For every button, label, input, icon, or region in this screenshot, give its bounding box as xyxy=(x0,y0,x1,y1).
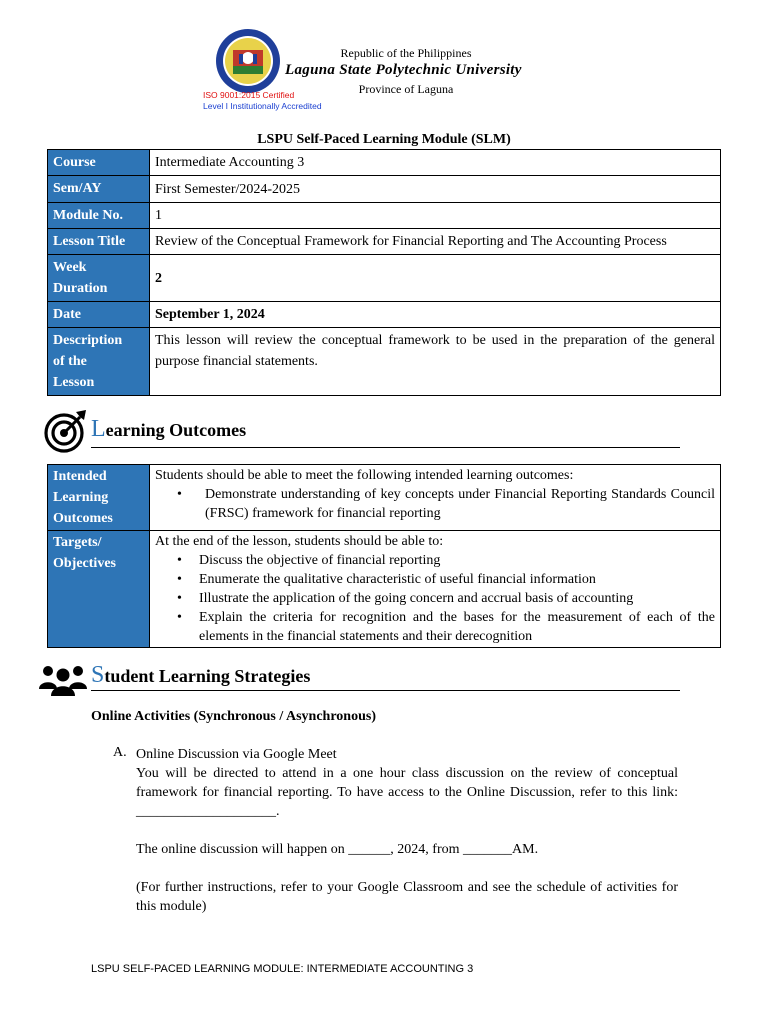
list-item: • Illustrate the application of the going concern and accrual basis of accounting xyxy=(155,589,715,608)
title-capital: L xyxy=(91,416,106,442)
objectives-list xyxy=(155,551,715,646)
university-name: Laguna State Polytechnic University xyxy=(285,62,522,78)
page-footer: LSPU SELF-PACED LEARNING MODULE: INTERMEDIATE ACCOUNTING 3 xyxy=(91,963,474,975)
date-value: September 1, 2024 xyxy=(150,302,721,328)
description-value: This lesson will review the conceptual framework to be used in the preparation of the general purpose financial statements. xyxy=(150,328,721,396)
objectives-label-line: Targets/ xyxy=(53,535,102,550)
learning-outcomes-title xyxy=(91,416,246,443)
republic-line: Republic of the Philippines xyxy=(340,46,472,60)
item-note: (For further instructions, refer to your Google Classroom and see the schedule of activities for this module) xyxy=(136,880,678,914)
iso-certification: ISO 9001:2015 Certified xyxy=(203,90,295,100)
ilo-content xyxy=(150,465,721,531)
section-underline xyxy=(91,447,680,448)
online-activities-heading: Online Activities (Synchronous / Asynchronous) xyxy=(91,709,376,724)
description-label xyxy=(48,328,150,396)
accreditation-level: Level I Institutionally Accredited xyxy=(203,101,322,111)
description-label-line: Description xyxy=(53,333,123,348)
description-label-line: of the xyxy=(53,354,87,369)
sem-label: Sem/AY xyxy=(48,176,150,203)
table-row xyxy=(48,465,721,531)
duration-label-line: Duration xyxy=(53,281,108,296)
target-icon xyxy=(42,408,88,454)
table-row xyxy=(48,150,721,176)
ilo-label-line: Learning xyxy=(53,490,109,505)
week-duration-value: 2 xyxy=(150,255,721,302)
module-value: 1 xyxy=(150,203,721,229)
document-header xyxy=(0,26,768,116)
item-description: You will be directed to attend in a one hour class discussion on the review of conceptual framework for financial reporting. To have access to the Online Discussion, refer to this link: ____________________. xyxy=(136,766,678,819)
table-row xyxy=(48,531,721,648)
item-schedule: The online discussion will happen on ______, 2024, from _______AM. xyxy=(136,842,539,857)
table-row xyxy=(48,302,721,328)
objectives-label-line: Objectives xyxy=(53,556,116,571)
table-row xyxy=(48,203,721,229)
module-label: Module No. xyxy=(48,203,150,229)
objectives-intro: At the end of the lesson, students should be able to: xyxy=(155,534,444,549)
group-people-icon xyxy=(38,662,88,696)
ilo-intro: Students should be able to meet the following intended learning outcomes: xyxy=(155,468,574,483)
sem-value: First Semester/2024-2025 xyxy=(150,176,721,203)
title-rest: tudent Learning Strategies xyxy=(104,666,311,686)
ilo-label-line: Intended xyxy=(53,469,107,484)
week-label-line: Week xyxy=(53,260,87,275)
list-item: • Demonstrate understanding of key concepts under Financial Reporting Standards Council (FRSC) framework for financial reporting xyxy=(155,485,715,523)
course-label: Course xyxy=(48,150,150,176)
online-discussion-item xyxy=(136,745,678,916)
title-rest: earning Outcomes xyxy=(105,420,247,440)
strategies-title xyxy=(91,662,310,689)
ilo-label xyxy=(48,465,150,531)
list-item: • Enumerate the qualitative characteristic of useful financial information xyxy=(155,570,715,589)
table-row xyxy=(48,229,721,255)
list-item: • Discuss the objective of financial reporting xyxy=(155,551,715,570)
lesson-title-value: Review of the Conceptual Framework for Financial Reporting and The Accounting Process xyxy=(150,229,721,255)
province-line: Province of Laguna xyxy=(358,82,454,96)
lesson-title-label: Lesson Title xyxy=(48,229,150,255)
item-marker: A. xyxy=(113,745,127,760)
week-duration-label xyxy=(48,255,150,302)
item-title: Online Discussion via Google Meet xyxy=(136,747,337,762)
table-row xyxy=(48,176,721,203)
table-row xyxy=(48,255,721,302)
objectives-content xyxy=(150,531,721,648)
ilo-list xyxy=(155,485,715,523)
list-item: • Explain the criteria for recognition and the bases for the measurement of each of the elements in the financial statements and their derecognition xyxy=(155,608,715,646)
learning-outcomes-table xyxy=(47,464,721,648)
course-value: Intermediate Accounting 3 xyxy=(150,150,721,176)
ilo-label-line: Outcomes xyxy=(53,511,113,526)
title-capital: S xyxy=(91,662,105,688)
description-label-line: Lesson xyxy=(53,375,95,390)
table-row xyxy=(48,328,721,396)
module-title: LSPU Self-Paced Learning Module (SLM) xyxy=(257,132,511,147)
date-label: Date xyxy=(48,302,150,328)
objectives-label xyxy=(48,531,150,648)
section-underline xyxy=(91,690,680,691)
module-info-table xyxy=(47,149,721,396)
